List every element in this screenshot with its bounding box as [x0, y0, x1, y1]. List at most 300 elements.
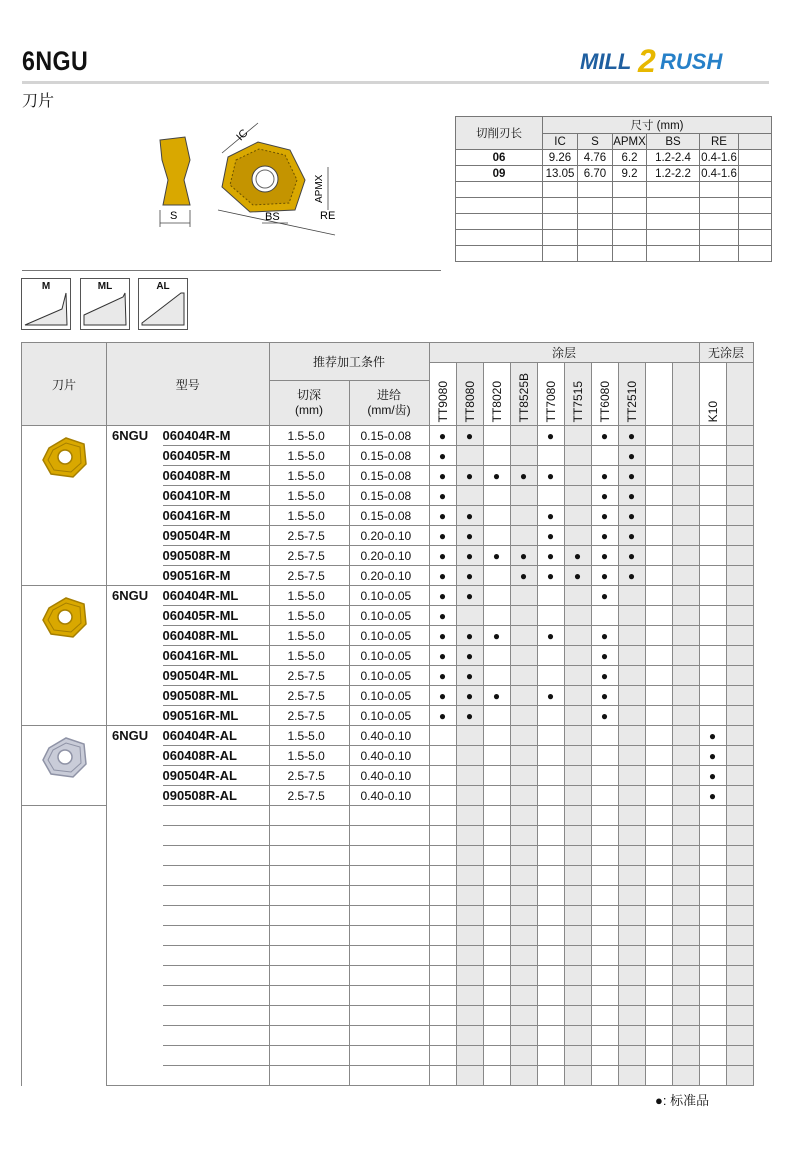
availability-cell — [537, 726, 564, 746]
family-cell — [107, 606, 163, 626]
availability-cell: ● — [591, 486, 618, 506]
availability-cell — [510, 686, 537, 706]
dim-size: 06 — [456, 150, 543, 166]
availability-cell — [483, 586, 510, 606]
availability-cell — [537, 586, 564, 606]
availability-cell — [726, 506, 753, 526]
table-row — [22, 706, 754, 726]
availability-cell: ● — [591, 646, 618, 666]
availability-cell — [699, 646, 726, 666]
grade-header — [483, 363, 510, 426]
dim-cell: 9.2 — [613, 166, 647, 182]
availability-cell — [456, 766, 483, 786]
availability-cell: ● — [429, 606, 456, 626]
availability-cell: ● — [591, 666, 618, 686]
availability-cell — [699, 626, 726, 646]
availability-cell — [726, 486, 753, 506]
model-cell: 060404R-ML — [163, 586, 270, 606]
availability-cell — [645, 746, 672, 766]
availability-cell: ● — [456, 506, 483, 526]
availability-cell — [645, 506, 672, 526]
availability-cell: ● — [591, 466, 618, 486]
grade-header — [645, 363, 672, 426]
availability-cell — [510, 726, 537, 746]
grade-header — [537, 363, 564, 426]
availability-cell: ● — [429, 506, 456, 526]
dim-label-bs: BS — [265, 211, 280, 223]
feed-cell: 0.10-0.05 — [349, 686, 429, 706]
model-cell: 090508R-M — [163, 546, 270, 566]
availability-cell: ● — [591, 626, 618, 646]
availability-cell — [564, 486, 591, 506]
depth-cell: 1.5-5.0 — [269, 466, 349, 486]
availability-cell — [645, 726, 672, 746]
availability-cell — [726, 646, 753, 666]
feed-cell: 0.10-0.05 — [349, 646, 429, 666]
availability-cell — [564, 526, 591, 546]
feed-cell: 0.40-0.10 — [349, 766, 429, 786]
model-cell: 060408R-ML — [163, 626, 270, 646]
dim-label-re: RE — [320, 210, 336, 222]
depth-cell: 2.5-7.5 — [269, 546, 349, 566]
dim-col-apmx: APMX — [613, 135, 646, 148]
availability-cell — [699, 446, 726, 466]
availability-cell: ● — [429, 526, 456, 546]
table-row — [22, 646, 754, 666]
page-subtitle: 刀片 — [22, 93, 55, 110]
availability-cell: ● — [591, 506, 618, 526]
family-cell — [107, 786, 163, 806]
availability-cell — [618, 586, 645, 606]
availability-cell — [726, 606, 753, 626]
availability-cell — [645, 466, 672, 486]
empty-row — [22, 946, 754, 966]
availability-cell — [510, 426, 537, 446]
availability-cell — [483, 526, 510, 546]
availability-cell — [510, 626, 537, 646]
depth-cell: 1.5-5.0 — [269, 646, 349, 666]
availability-cell: ● — [618, 466, 645, 486]
dimension-table — [455, 116, 772, 262]
availability-cell — [618, 606, 645, 626]
grade-label: K10 — [705, 400, 720, 422]
availability-cell — [510, 666, 537, 686]
availability-cell: ● — [483, 626, 510, 646]
header-conditions: 推荐加工条件 — [269, 343, 429, 381]
table-row — [22, 586, 754, 606]
availability-cell — [483, 786, 510, 806]
availability-cell: ● — [699, 726, 726, 746]
availability-cell: ● — [591, 586, 618, 606]
grade-label: TT7080 — [543, 380, 558, 422]
availability-cell — [726, 626, 753, 646]
grade-header — [618, 363, 645, 426]
family-cell — [107, 486, 163, 506]
availability-cell — [483, 766, 510, 786]
availability-cell — [510, 586, 537, 606]
dim-cell: 6.2 — [613, 150, 647, 166]
availability-cell — [510, 486, 537, 506]
header-coated: 涂层 — [429, 343, 699, 363]
availability-cell: ● — [618, 486, 645, 506]
availability-cell: ● — [537, 506, 564, 526]
model-cell: 090508R-ML — [163, 686, 270, 706]
availability-cell: ● — [429, 666, 456, 686]
availability-cell — [645, 606, 672, 626]
empty-row — [22, 846, 754, 866]
availability-cell — [699, 546, 726, 566]
availability-cell — [456, 486, 483, 506]
availability-cell — [618, 626, 645, 646]
availability-cell — [645, 626, 672, 646]
availability-cell: ● — [456, 626, 483, 646]
availability-cell — [510, 526, 537, 546]
availability-cell: ● — [618, 546, 645, 566]
model-cell: 090516R-ML — [163, 706, 270, 726]
availability-cell — [699, 466, 726, 486]
chipbreaker-ml-box: ML — [80, 278, 130, 330]
dim-col-bs: BS — [647, 134, 700, 150]
family-cell — [107, 526, 163, 546]
availability-cell — [699, 686, 726, 706]
model-cell: 060416R-M — [163, 506, 270, 526]
empty-row — [22, 886, 754, 906]
model-cell: 060405R-ML — [163, 606, 270, 626]
availability-cell — [726, 726, 753, 746]
availability-cell: ● — [429, 466, 456, 486]
depth-cell: 1.5-5.0 — [269, 446, 349, 466]
empty-row — [22, 966, 754, 986]
availability-cell: ● — [618, 566, 645, 586]
family-cell — [107, 506, 163, 526]
empty-row — [22, 866, 754, 886]
svg-text:RUSH: RUSH — [660, 49, 723, 74]
availability-cell — [672, 626, 699, 646]
family-cell — [107, 646, 163, 666]
availability-cell — [672, 466, 699, 486]
availability-cell — [429, 786, 456, 806]
availability-cell: ● — [456, 426, 483, 446]
availability-cell: ● — [510, 466, 537, 486]
availability-cell — [726, 586, 753, 606]
availability-cell — [618, 686, 645, 706]
dim-col-re: RE — [700, 134, 739, 150]
availability-cell — [564, 746, 591, 766]
depth-cell: 2.5-7.5 — [269, 566, 349, 586]
availability-cell — [591, 446, 618, 466]
availability-cell — [510, 506, 537, 526]
availability-cell — [564, 586, 591, 606]
table-row — [22, 666, 754, 686]
depth-cell: 1.5-5.0 — [269, 586, 349, 606]
feed-cell: 0.40-0.10 — [349, 726, 429, 746]
availability-cell — [510, 446, 537, 466]
availability-cell — [429, 766, 456, 786]
table-row — [22, 686, 754, 706]
availability-cell — [483, 426, 510, 446]
availability-cell: ● — [564, 566, 591, 586]
family-cell: 6NGU — [107, 726, 163, 746]
availability-cell — [537, 746, 564, 766]
family-cell — [107, 746, 163, 766]
table-row — [22, 506, 754, 526]
depth-cell: 1.5-5.0 — [269, 726, 349, 746]
availability-cell — [672, 646, 699, 666]
availability-cell — [645, 526, 672, 546]
availability-cell — [672, 486, 699, 506]
availability-cell — [672, 706, 699, 726]
feed-cell: 0.15-0.08 — [349, 426, 429, 446]
availability-cell — [618, 746, 645, 766]
availability-cell: ● — [618, 426, 645, 446]
product-table — [21, 342, 754, 1086]
dim-cell: 9.26 — [543, 150, 578, 166]
availability-cell: ● — [456, 586, 483, 606]
table-row — [22, 766, 754, 786]
availability-cell — [618, 666, 645, 686]
availability-cell — [618, 646, 645, 666]
grade-label: TT8080 — [462, 380, 477, 422]
feed-cell: 0.10-0.05 — [349, 626, 429, 646]
availability-cell — [537, 706, 564, 726]
feed-cell: 0.20-0.10 — [349, 526, 429, 546]
availability-cell — [672, 726, 699, 746]
table-row — [22, 546, 754, 566]
availability-cell — [672, 686, 699, 706]
availability-cell — [510, 786, 537, 806]
depth-cell: 1.5-5.0 — [269, 606, 349, 626]
availability-cell — [510, 706, 537, 726]
family-cell — [107, 766, 163, 786]
availability-cell — [564, 706, 591, 726]
availability-cell — [564, 506, 591, 526]
availability-cell: ● — [456, 706, 483, 726]
insert-image-cell — [22, 726, 107, 806]
availability-cell — [645, 486, 672, 506]
availability-cell: ● — [537, 546, 564, 566]
availability-cell — [483, 446, 510, 466]
availability-cell — [726, 706, 753, 726]
availability-cell — [591, 766, 618, 786]
dim-cell: 4.76 — [578, 150, 613, 166]
availability-cell: ● — [591, 566, 618, 586]
family-cell — [107, 466, 163, 486]
feed-cell: 0.20-0.10 — [349, 546, 429, 566]
availability-cell — [456, 606, 483, 626]
availability-cell: ● — [483, 686, 510, 706]
family-cell — [107, 666, 163, 686]
availability-cell — [483, 486, 510, 506]
availability-cell — [699, 566, 726, 586]
availability-cell — [645, 686, 672, 706]
availability-cell — [483, 706, 510, 726]
family-cell — [107, 446, 163, 466]
availability-cell — [537, 646, 564, 666]
dim-label-apmx: APMX — [314, 174, 325, 203]
availability-cell — [726, 686, 753, 706]
table-row — [22, 626, 754, 646]
empty-row — [22, 906, 754, 926]
availability-cell — [672, 606, 699, 626]
availability-cell — [672, 766, 699, 786]
insert-image-icon — [39, 434, 89, 480]
feed-cell: 0.10-0.05 — [349, 666, 429, 686]
availability-cell — [699, 706, 726, 726]
availability-cell: ● — [699, 786, 726, 806]
table-row — [22, 566, 754, 586]
empty-row — [22, 826, 754, 846]
section-divider — [22, 270, 441, 271]
header-feed: 进给 (mm/齿) — [349, 381, 429, 426]
dim-col-ic: IC — [543, 134, 578, 150]
grade-header — [672, 363, 699, 426]
svg-text:MILL: MILL — [580, 49, 632, 74]
table-row — [22, 786, 754, 806]
availability-cell: ● — [537, 686, 564, 706]
availability-cell — [564, 786, 591, 806]
availability-cell — [429, 746, 456, 766]
availability-cell — [645, 666, 672, 686]
grade-header — [429, 363, 456, 426]
table-row — [22, 426, 754, 446]
availability-cell — [672, 566, 699, 586]
dim-row — [456, 150, 772, 166]
availability-cell: ● — [483, 546, 510, 566]
depth-cell: 2.5-7.5 — [269, 666, 349, 686]
table-row — [22, 486, 754, 506]
availability-cell: ● — [537, 566, 564, 586]
feed-cell: 0.10-0.05 — [349, 586, 429, 606]
model-cell: 060416R-ML — [163, 646, 270, 666]
model-cell: 060404R-AL — [163, 726, 270, 746]
availability-cell — [564, 446, 591, 466]
depth-cell: 2.5-7.5 — [269, 766, 349, 786]
model-cell: 060405R-M — [163, 446, 270, 466]
availability-cell — [564, 726, 591, 746]
feed-cell: 0.10-0.05 — [349, 606, 429, 626]
availability-cell: ● — [510, 566, 537, 586]
availability-cell — [564, 626, 591, 646]
empty-row — [22, 926, 754, 946]
brand-logo — [580, 44, 768, 76]
grade-header — [591, 363, 618, 426]
insert-dimension-diagram — [150, 115, 350, 237]
availability-cell — [672, 546, 699, 566]
empty-row — [22, 1026, 754, 1046]
header-depth: 切深 (mm) — [269, 381, 349, 426]
availability-cell — [672, 746, 699, 766]
availability-cell: ● — [591, 686, 618, 706]
empty-row — [22, 1066, 754, 1086]
availability-cell — [537, 766, 564, 786]
availability-cell: ● — [429, 586, 456, 606]
grade-header — [456, 363, 483, 426]
depth-cell: 1.5-5.0 — [269, 626, 349, 646]
availability-cell — [429, 726, 456, 746]
family-cell — [107, 626, 163, 646]
dim-cell: 0.4-1.6 — [701, 151, 737, 164]
availability-cell: ● — [483, 466, 510, 486]
header-model: 型号 — [107, 343, 270, 426]
availability-cell — [726, 526, 753, 546]
dim-cell: 1.2-2.4 — [647, 150, 700, 166]
availability-cell — [726, 446, 753, 466]
chipbreaker-al-box: AL — [138, 278, 188, 330]
availability-cell: ● — [510, 546, 537, 566]
family-cell — [107, 566, 163, 586]
empty-row — [22, 1006, 754, 1026]
depth-cell: 1.5-5.0 — [269, 506, 349, 526]
availability-cell — [726, 566, 753, 586]
availability-cell: ● — [429, 486, 456, 506]
availability-cell: ● — [564, 546, 591, 566]
availability-cell: ● — [429, 646, 456, 666]
availability-cell: ● — [591, 546, 618, 566]
dim-label-ic: IC — [234, 127, 251, 144]
family-cell: 6NGU — [107, 586, 163, 606]
availability-cell — [564, 766, 591, 786]
availability-cell — [510, 646, 537, 666]
availability-cell: ● — [591, 526, 618, 546]
feed-cell: 0.15-0.08 — [349, 466, 429, 486]
grade-header — [726, 363, 753, 426]
availability-cell — [510, 606, 537, 626]
depth-cell: 1.5-5.0 — [269, 746, 349, 766]
availability-cell — [591, 726, 618, 746]
table-row — [22, 466, 754, 486]
dim-size: 09 — [456, 166, 543, 182]
dim-header-length: 切削刃长 — [456, 117, 543, 150]
availability-cell — [537, 606, 564, 626]
availability-cell — [591, 746, 618, 766]
grade-header — [564, 363, 591, 426]
model-cell: 090504R-AL — [163, 766, 270, 786]
feed-cell: 0.20-0.10 — [349, 566, 429, 586]
availability-cell — [483, 566, 510, 586]
dim-cell: 1.2-2.2 — [647, 166, 700, 182]
grade-label: TT2510 — [624, 380, 639, 422]
availability-cell: ● — [429, 706, 456, 726]
feed-cell: 0.15-0.08 — [349, 446, 429, 466]
dim-row — [456, 166, 772, 182]
insert-image-cell — [22, 586, 107, 726]
availability-cell — [672, 586, 699, 606]
empty-row — [22, 1046, 754, 1066]
availability-cell — [672, 506, 699, 526]
availability-cell — [483, 726, 510, 746]
availability-cell — [483, 666, 510, 686]
availability-cell — [645, 786, 672, 806]
grade-label: TT8020 — [489, 380, 504, 422]
availability-cell — [564, 606, 591, 626]
model-cell: 060408R-AL — [163, 746, 270, 766]
availability-cell — [699, 486, 726, 506]
page-title: 6NGU — [22, 46, 89, 76]
dim-label-s: S — [170, 210, 178, 222]
family-cell — [107, 686, 163, 706]
availability-cell — [510, 746, 537, 766]
availability-cell — [699, 526, 726, 546]
availability-cell: ● — [618, 506, 645, 526]
availability-cell — [645, 566, 672, 586]
header-insert: 刀片 — [22, 343, 107, 426]
dim-cell: 0.4-1.6 — [701, 167, 737, 180]
footnote: ●: 标准品 — [655, 1093, 710, 1108]
availability-cell — [618, 726, 645, 746]
availability-cell: ● — [456, 646, 483, 666]
family-cell: 6NGU — [107, 426, 163, 446]
depth-cell: 1.5-5.0 — [269, 426, 349, 446]
